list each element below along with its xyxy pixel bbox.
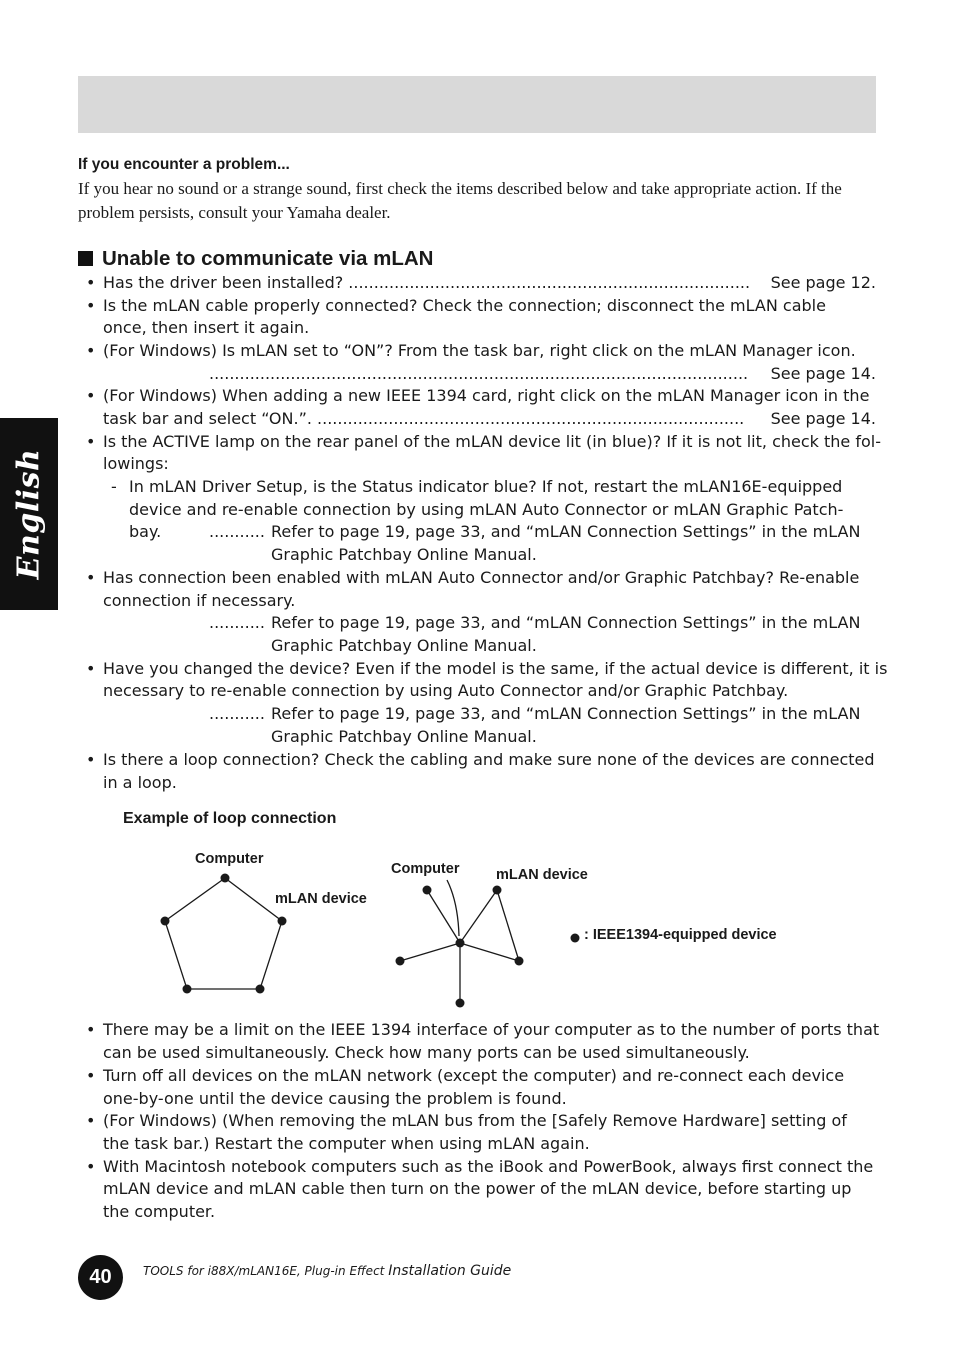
footer-guide: Installation Guide <box>388 1263 512 1279</box>
manual-reference-cont: Graphic Patchbay Online Manual. <box>271 636 537 655</box>
list-item-cont: the computer. <box>103 1202 216 1221</box>
list-item: Is the ACTIVE lamp on the rear panel of the mLAN device lit (in blue)? If it is not lit, check the fol- <box>103 432 881 451</box>
bullet-marker <box>86 1065 95 1088</box>
list-item-cont: task bar and select “ON.”. .................................................................................... <box>103 409 745 428</box>
list-item: Is the mLAN cable properly connected? Check the connection; disconnect the mLAN cable <box>103 296 826 315</box>
bullet-marker <box>86 1156 95 1179</box>
sub-item-cont: device and re-enable connection by using mLAN Auto Connector or mLAN Graphic Patch- <box>129 500 844 519</box>
manual-reference: Refer to page 19, page 33, and “mLAN Connection Settings” in the mLAN <box>271 613 861 632</box>
pentagon-nodes <box>161 874 287 994</box>
bullet-marker <box>86 567 95 590</box>
diagram-label-mlan-device: mLAN device <box>496 867 588 883</box>
dash-marker: - <box>111 477 117 496</box>
list-item-cont: once, then insert it again. <box>103 318 310 337</box>
list-item: Has connection been enabled with mLAN Auto Connector and/or Graphic Patchbay? Re-enable <box>103 568 860 587</box>
list-item-cont: connection if necessary. <box>103 591 296 610</box>
list-item: Turn off all devices on the mLAN network (except the computer) and re-connect each device <box>103 1066 845 1085</box>
section-title-text: Unable to communicate via mLAN <box>102 247 434 270</box>
list-item-cont: the task bar.) Restart the computer when using mLAN again. <box>103 1134 590 1153</box>
list-item: Have you changed the device? Even if the model is the same, if the actual device is different, it is <box>103 659 888 678</box>
section-title <box>78 247 433 271</box>
diagram-title: Example of loop connection <box>123 810 337 827</box>
footer-title <box>143 1263 511 1279</box>
leader-dots: ........... <box>209 613 265 632</box>
diagram-label-mlan-device: mLAN device <box>275 891 367 907</box>
list-item-cont: one-by-one until the device causing the problem is found. <box>103 1089 567 1108</box>
bullet-marker <box>86 1110 95 1133</box>
bullet-marker <box>86 272 95 295</box>
sub-item-cont: bay. <box>129 522 162 541</box>
page-reference: See page 12. <box>770 273 876 292</box>
list-item: With Macintosh notebook computers such as the iBook and PowerBook, always first connect the <box>103 1157 874 1176</box>
loop-connection-diagram <box>0 840 954 1015</box>
manual-reference: Refer to page 19, page 33, and “mLAN Connection Settings” in the mLAN <box>271 522 861 541</box>
leader-dots: ........... <box>209 522 265 541</box>
language-side-tab <box>0 418 58 610</box>
list-item-cont: lowings: <box>103 454 169 473</box>
sub-item: In mLAN Driver Setup, is the Status indicator blue? If not, restart the mLAN16E-equipped <box>129 477 843 496</box>
list-item: Has the driver been installed? ............................................................................... <box>103 273 751 292</box>
page-reference: See page 14. <box>770 409 876 428</box>
list-item-cont: necessary to re-enable connection by using Auto Connector and/or Graphic Patchbay. <box>103 681 789 700</box>
leader-dots: ........... <box>209 704 265 723</box>
page-reference: See page 14. <box>770 364 876 383</box>
bullet-marker <box>86 385 95 408</box>
list-item-cont: can be used simultaneously. Check how many ports can be used simultaneously. <box>103 1043 750 1062</box>
side-tab-label: English <box>11 448 47 580</box>
list-item: There may be a limit on the IEEE 1394 interface of your computer as to the number of ports that <box>103 1020 880 1039</box>
list-item: (For Windows) Is mLAN set to “ON”? From the task bar, right click on the mLAN Manager icon. <box>103 341 856 360</box>
list-item: (For Windows) (When removing the mLAN bus from the [Safely Remove Hardware] setting of <box>103 1111 847 1130</box>
manual-reference-cont: Graphic Patchbay Online Manual. <box>271 727 537 746</box>
diagram-label-computer: Computer <box>195 851 264 867</box>
bullet-marker <box>86 1019 95 1042</box>
bullet-marker <box>86 295 95 318</box>
intro-paragraph: If you hear no sound or a strange sound, first check the items described below and take appropriate action. If the problem persists, consult your Yamaha dealer. <box>78 179 842 222</box>
manual-reference-cont: Graphic Patchbay Online Manual. <box>271 545 537 564</box>
bullet-marker <box>86 431 95 454</box>
diagram-legend: : IEEE1394-equipped device <box>584 927 777 943</box>
bullet-marker <box>86 749 95 772</box>
list-item: (For Windows) When adding a new IEEE 1394 card, right click on the mLAN Manager icon in the <box>103 386 870 405</box>
list-item: Is there a loop connection? Check the cabling and make sure none of the devices are connected <box>103 750 875 769</box>
list-item-cont: in a loop. <box>103 773 177 792</box>
diagram-label-computer: Computer <box>391 861 460 877</box>
manual-reference: Refer to page 19, page 33, and “mLAN Connection Settings” in the mLAN <box>271 704 861 723</box>
legend-node-icon <box>571 934 580 943</box>
pentagon-loop <box>165 878 282 989</box>
problem-heading: If you encounter a problem... <box>78 156 290 173</box>
footer-product: TOOLS for i88X/mLAN16E, Plug-in Effect <box>143 1264 389 1278</box>
leader-dots: .......................................................................................................... <box>209 364 749 383</box>
list-item-cont: mLAN device and mLAN cable then turn on the power of the mLAN device, before starting up <box>103 1179 852 1198</box>
header-bar <box>78 76 876 133</box>
bullet-marker <box>86 340 95 363</box>
square-bullet-icon <box>78 251 93 266</box>
bullet-marker <box>86 658 95 681</box>
page-number: 40 <box>78 1255 123 1300</box>
